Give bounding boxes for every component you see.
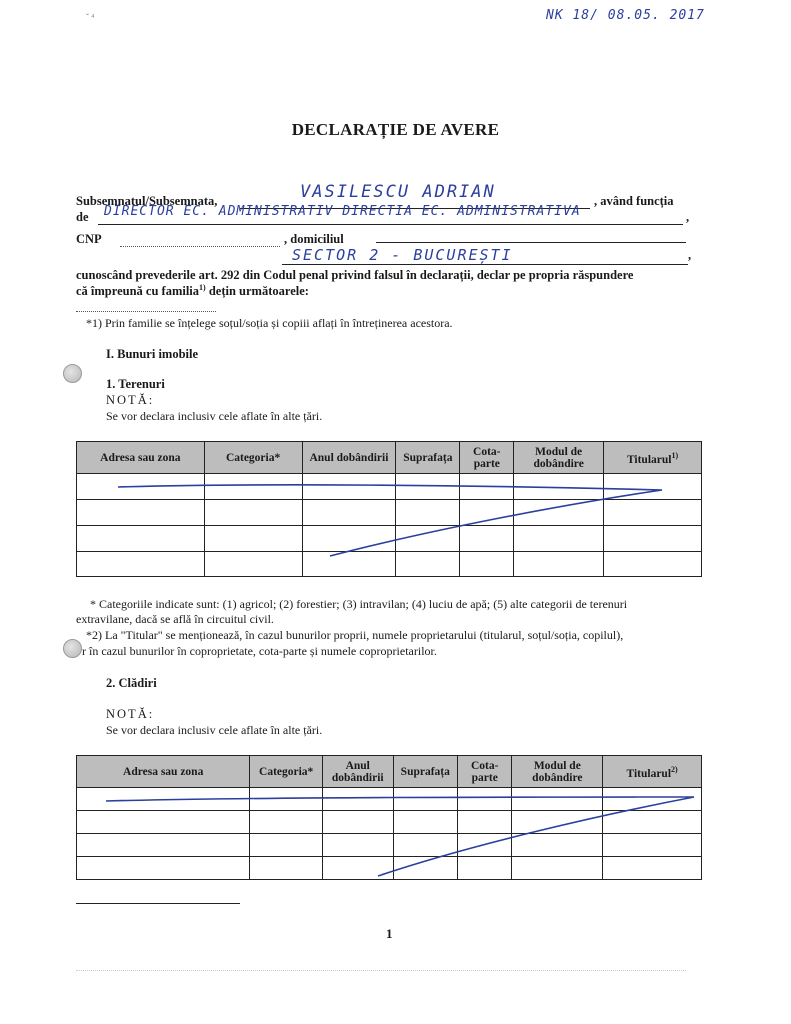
punch-hole-icon (63, 364, 82, 383)
category-footnote-cont: extravilane, dacă se află în circuitul civil. (76, 612, 274, 626)
family-footnote: *1) Prin familie se înțelege soțul/soția și copiii aflați în întreținerea acestora. (86, 316, 453, 330)
col-modul: Modul de dobândire (514, 442, 604, 474)
titular-footnote-cont: r în cazul bunurilor în coproprietate, cota-parte și numele coproprietarilor. (82, 644, 437, 658)
col-titularul: Titularul$^{1)}$ (604, 442, 702, 474)
legal-statement-line1: cunoscând prevederile art. 292 din Codul penal privind falsul în declarații, declar pe propria răspundere (76, 268, 634, 282)
table-row (77, 552, 702, 577)
avand-functia-label: , având funcția (594, 194, 674, 208)
table-row (77, 834, 702, 857)
subsection-land-heading: 1. Terenuri (106, 377, 165, 391)
col-cota: Cota-parte (458, 756, 512, 788)
scan-mark: ˇ ⁴ (86, 12, 95, 22)
table-row (77, 788, 702, 811)
table-row (77, 500, 702, 526)
cnp-label: CNP (76, 232, 102, 246)
col-anul: Anul dobândirii (302, 442, 396, 474)
buildings-table (76, 755, 702, 880)
col-anul: Anul dobândirii (322, 756, 393, 788)
col-titularul: Titularul$^{2)}$ (603, 756, 702, 788)
col-adresa: Adresa sau zona (77, 756, 250, 788)
table-row (77, 857, 702, 880)
table-row (77, 811, 702, 834)
category-footnote: * Categoriile indicate sunt: (1) agricol; (2) forestier; (3) intravilan; (4) luciu de apă; (5) alte categorii de terenuri (90, 597, 628, 611)
col-suprafata: Suprafața (396, 442, 460, 474)
col-adresa: Adresa sau zona (77, 442, 205, 474)
col-cota: Cota-parte (460, 442, 514, 474)
legal-statement-line2: că împreună cu familia$^{1)}$ dețin următoarele: (76, 283, 309, 299)
nota-label: NOTĂ: (106, 707, 155, 721)
functia-value: DIRECTOR EC. ADMINISTRATIV DIRECTIA EC. ADMINISTRATIVA (104, 204, 581, 219)
domiciliul-label: , domiciliul (284, 232, 344, 246)
land-table (76, 441, 702, 577)
col-suprafata: Suprafața (393, 756, 458, 788)
nota-text: Se vor declara inclusiv cele aflate în alte țări. (106, 723, 323, 737)
subsection-buildings-heading: 2. Clădiri (106, 676, 157, 690)
domiciliul-value: SECTOR 2 - BUCUREȘTI (292, 246, 513, 264)
registration-stamp: NK 18/ 08.05. 2017 (546, 8, 705, 23)
titular-footnote: *2) La "Titular" se menționează, în cazul bunurilor proprii, numele proprietarului (titularul, soțul/soția, copilul), (86, 628, 624, 642)
page-number: 1 (386, 926, 393, 941)
declarant-name: VASILESCU ADRIAN (300, 182, 496, 202)
nota-text: Se vor declara inclusiv cele aflate în alte țări. (106, 409, 323, 423)
table-row (77, 526, 702, 552)
col-categoria: Categoria* (250, 756, 323, 788)
col-modul: Modul de dobândire (512, 756, 603, 788)
nota-label: NOTĂ: (106, 393, 155, 407)
page-title: DECLARAȚIE DE AVERE (291, 120, 500, 139)
table-row (77, 474, 702, 500)
de-label: de (76, 210, 89, 224)
punch-hole-icon (63, 639, 82, 658)
section-immovable-heading: I. Bunuri imobile (106, 347, 199, 361)
col-categoria: Categoria* (204, 442, 302, 474)
subsemnatul-label: Subsemnatul/Subsemnata, (76, 194, 218, 208)
